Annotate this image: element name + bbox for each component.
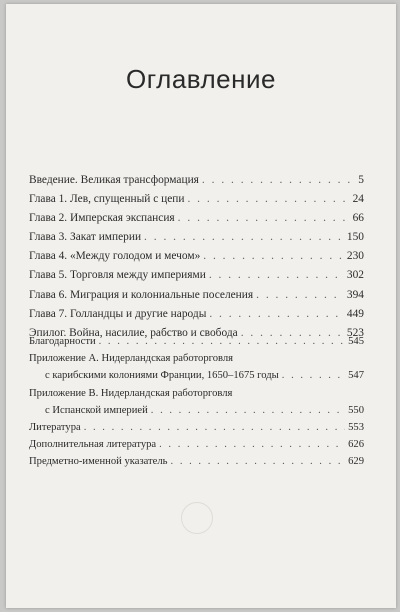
toc-entry[interactable] bbox=[29, 289, 364, 308]
toc-entry-page: 302 bbox=[346, 269, 364, 282]
toc-entry[interactable] bbox=[29, 193, 364, 212]
toc-entry-page: 150 bbox=[346, 231, 364, 244]
toc-entry-page: 449 bbox=[346, 307, 364, 320]
leader-dots bbox=[178, 212, 350, 224]
leader-dots bbox=[256, 289, 344, 301]
leader-dots bbox=[171, 456, 346, 467]
toc-entry-page: 66 bbox=[352, 212, 364, 225]
toc-entry-label: Приложение В. Нидерландская работорговля bbox=[29, 387, 233, 399]
toc-entry-label: Глава 5. Торговля между империями bbox=[29, 269, 206, 282]
toc-entry-label: Литература bbox=[29, 421, 81, 433]
leader-dots bbox=[209, 269, 344, 281]
leader-dots bbox=[282, 370, 345, 381]
leader-dots bbox=[202, 174, 355, 186]
leader-dots bbox=[99, 336, 345, 347]
toc-entry-label: Глава 2. Имперская экспансия bbox=[29, 212, 175, 225]
toc-entry-page: 629 bbox=[348, 456, 364, 468]
toc-entry-continuation[interactable] bbox=[29, 370, 364, 387]
toc-entry-continuation[interactable] bbox=[29, 405, 364, 422]
leader-dots bbox=[187, 193, 349, 205]
toc-entry[interactable] bbox=[29, 388, 364, 405]
book-page bbox=[6, 4, 396, 608]
bleed-through-seal bbox=[181, 502, 213, 534]
page-title: Оглавление bbox=[126, 64, 276, 94]
leader-dots bbox=[151, 405, 345, 416]
toc-entry-page: 24 bbox=[352, 193, 364, 206]
toc-entry[interactable] bbox=[29, 439, 364, 456]
toc-entry[interactable] bbox=[29, 336, 364, 353]
toc-entry-page: 545 bbox=[348, 336, 364, 347]
toc-entry-page: 626 bbox=[348, 439, 364, 451]
toc-entry-label: Глава 3. Закат империи bbox=[29, 231, 142, 244]
toc-entry-label: Глава 6. Миграция и колониальные поселения bbox=[29, 288, 254, 301]
toc-entry-label: Дополнительная литература bbox=[29, 439, 157, 451]
toc-entry[interactable] bbox=[29, 269, 364, 288]
toc-entry[interactable] bbox=[29, 231, 364, 250]
leader-dots bbox=[209, 308, 344, 320]
toc-entry-label: с карибскими колониями Франции, 1650–1675 годы bbox=[45, 370, 279, 382]
toc-entry-label: Введение. Великая трансформация bbox=[29, 174, 199, 186]
toc-entry[interactable] bbox=[29, 174, 364, 193]
toc-entry[interactable] bbox=[29, 422, 364, 439]
toc-entry-label: Предметно-именной указатель bbox=[29, 456, 168, 468]
toc-entry-page: 5 bbox=[358, 174, 364, 186]
toc-entry[interactable] bbox=[29, 456, 364, 473]
toc-entry-label: Приложение А. Нидерландская работорговля bbox=[29, 353, 234, 365]
toc-entry-page: 553 bbox=[348, 421, 364, 433]
toc-back-matter bbox=[29, 336, 364, 474]
leader-dots bbox=[159, 439, 345, 450]
toc-main bbox=[29, 174, 364, 346]
toc-entry-label: Эпилог. Война, насилие, рабство и свобода bbox=[29, 326, 238, 339]
toc-entry-page: 550 bbox=[348, 404, 364, 416]
toc-entry[interactable] bbox=[29, 250, 364, 269]
leader-dots bbox=[84, 422, 345, 433]
toc-entry-label: с Испанской империей bbox=[45, 404, 148, 416]
leader-dots bbox=[203, 250, 344, 262]
toc-entry-page: 394 bbox=[346, 288, 364, 301]
toc-entry-page: 230 bbox=[346, 250, 364, 263]
toc-entry-label: Глава 7. Голландцы и другие народы bbox=[29, 307, 207, 320]
toc-entry-page: 523 bbox=[346, 326, 364, 339]
toc-entry[interactable] bbox=[29, 212, 364, 231]
toc-entry-page: 547 bbox=[348, 370, 364, 382]
toc-entry-label: Глава 1. Лев, спущенный с цепи bbox=[29, 193, 185, 206]
toc-entry-label: Благодарности bbox=[29, 336, 96, 347]
toc-entry-label: Глава 4. «Между голодом и мечом» bbox=[29, 250, 201, 263]
leader-dots bbox=[144, 231, 344, 243]
toc-entry[interactable] bbox=[29, 308, 364, 327]
toc-entry[interactable] bbox=[29, 353, 364, 370]
